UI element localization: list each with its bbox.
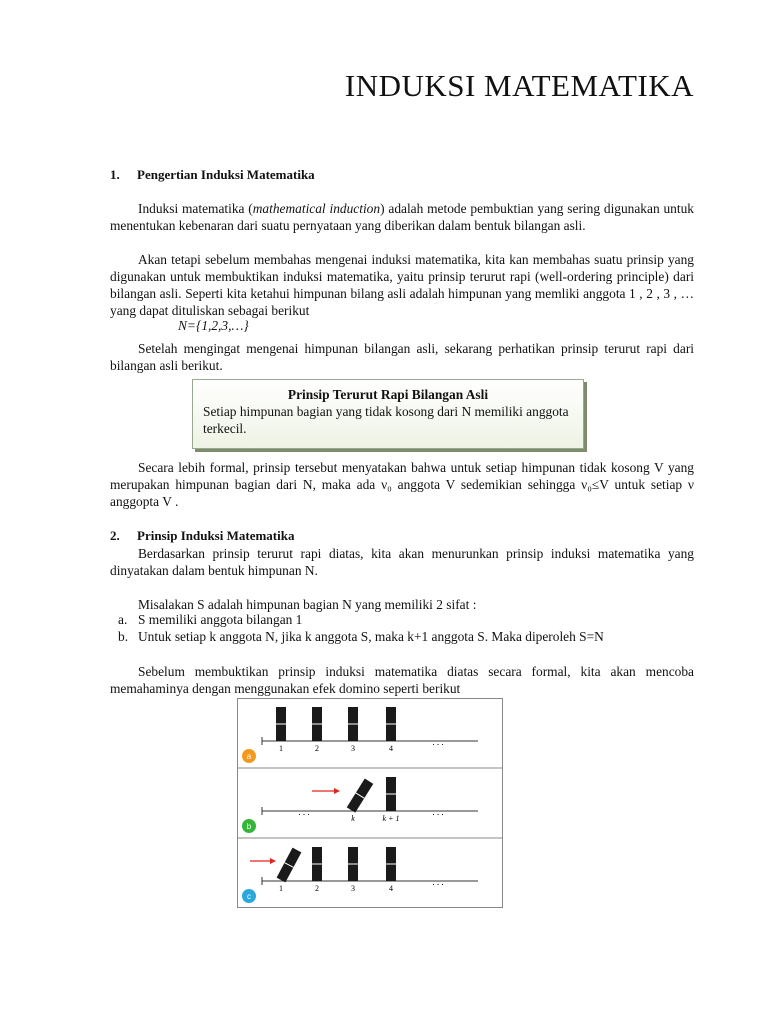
principle-box-title: Prinsip Terurut Rapi Bilangan Asli xyxy=(287,387,489,402)
ellipsis-left: . . . xyxy=(298,807,310,817)
item-a-label: a. xyxy=(118,612,128,627)
panel-b xyxy=(242,777,478,833)
section-2-number: 2. xyxy=(110,528,120,543)
p1-emphasis: mathematical induction xyxy=(252,201,381,216)
falling-domino xyxy=(347,779,373,813)
push-arrow-head-icon xyxy=(270,858,276,864)
section-2-paragraph-3: Sebelum membuktikan prinsip induksi matematika diatas secara formal, kita akan mencoba memahaminya dengan menggunakan efek domino seperti berikut xyxy=(110,664,694,696)
section-1-paragraph-1 xyxy=(110,200,694,234)
domino-label: 2 xyxy=(315,884,319,893)
p1-part-b: ) adalah metode pembuktian yang sering digunakan untuk menentukan kebenaran dari suatu pernyataan yang diberikan dalam bentuk bilangan asli. xyxy=(110,201,694,233)
section-1-paragraph-2: Akan tetapi sebelum membahas mengenai induksi matematika, kita kan membahas suatu prinsip yang digunakan untuk membuktikan induksi matematika, yaitu prinsip terurut rapi (well-ordering principle) dari bilangan asli. Seperti kita ketahui himpunan bilang asli adalah himpunan yang memliki anggota 1 , 2 , 3 , … yang dapat dituliskan sebagai berikut xyxy=(110,252,694,318)
panel-c xyxy=(242,847,478,903)
p1-part-a: Induksi matematika ( xyxy=(138,201,253,216)
section-2-title: Prinsip Induksi Matematika xyxy=(137,528,295,543)
push-arrow-head-icon xyxy=(334,788,340,794)
principle-box xyxy=(192,379,584,449)
section-2-paragraph-1: Berdasarkan prinsip terurut rapi diatas, kita akan menurunkan prinsip induksi matematika yang dinyatakan dalam bentuk himpunan N. xyxy=(110,546,694,578)
section-1-number: 1. xyxy=(110,167,120,182)
domino-label: k xyxy=(351,814,355,823)
natural-numbers-formula: N={1,2,3,…} xyxy=(178,318,249,333)
section-1-heading xyxy=(110,167,315,183)
ellipsis: . . . xyxy=(432,877,444,887)
badge-c-label: c xyxy=(247,892,251,901)
item-b-text: Untuk setiap k anggota N, jika k anggota S, maka k+1 anggota S. Maka diperoleh S=N xyxy=(138,629,604,644)
domino-label: 1 xyxy=(279,884,283,893)
badge-a-label: a xyxy=(246,752,252,761)
section-2-heading xyxy=(110,528,294,544)
domino-diagram xyxy=(238,699,502,907)
section-1-title: Pengertian Induksi Matematika xyxy=(137,167,315,182)
domino-label: 3 xyxy=(351,884,355,893)
domino-label: k + 1 xyxy=(382,814,400,823)
falling-domino xyxy=(277,848,302,883)
page-title: INDUKSI MATEMATIKA xyxy=(344,68,694,103)
item-b-label: b. xyxy=(118,629,129,644)
domino-label: 2 xyxy=(315,744,319,753)
ellipsis: . . . xyxy=(432,737,444,747)
section-2-paragraph-2: Misalakan S adalah himpunan bagian N yang memiliki 2 sifat : xyxy=(138,597,477,612)
domino-label: 4 xyxy=(389,744,393,753)
property-item-a xyxy=(118,612,302,628)
panel-a xyxy=(242,707,478,763)
item-a-text: S memiliki anggota bilangan 1 xyxy=(138,612,303,627)
domino-label: 4 xyxy=(389,884,393,893)
section-1-paragraph-3: Setelah mengingat mengenai himpunan bilangan asli, sekarang perhatikan prinsip terurut rapi dari bilangan asli berikut. xyxy=(110,341,694,373)
property-item-b xyxy=(118,629,604,645)
section-1-paragraph-4: Secara lebih formal, prinsip tersebut menyatakan bahwa untuk setiap himpunan tidak kosong V yang merupakan himpunan bagian dari N, maka ada ν₀ anggota V sedemikian sehingga ν₀≤V untuk setiap ν anggopta V . xyxy=(110,460,694,509)
domino-label: 1 xyxy=(279,744,283,753)
principle-box-body: Setiap himpunan bagian yang tidak kosong dari N memiliki anggota terkecil. xyxy=(203,404,569,436)
domino-figure xyxy=(237,698,503,908)
ellipsis: . . . xyxy=(432,807,444,817)
badge-b-label: b xyxy=(246,822,252,831)
domino-label: 3 xyxy=(351,744,355,753)
